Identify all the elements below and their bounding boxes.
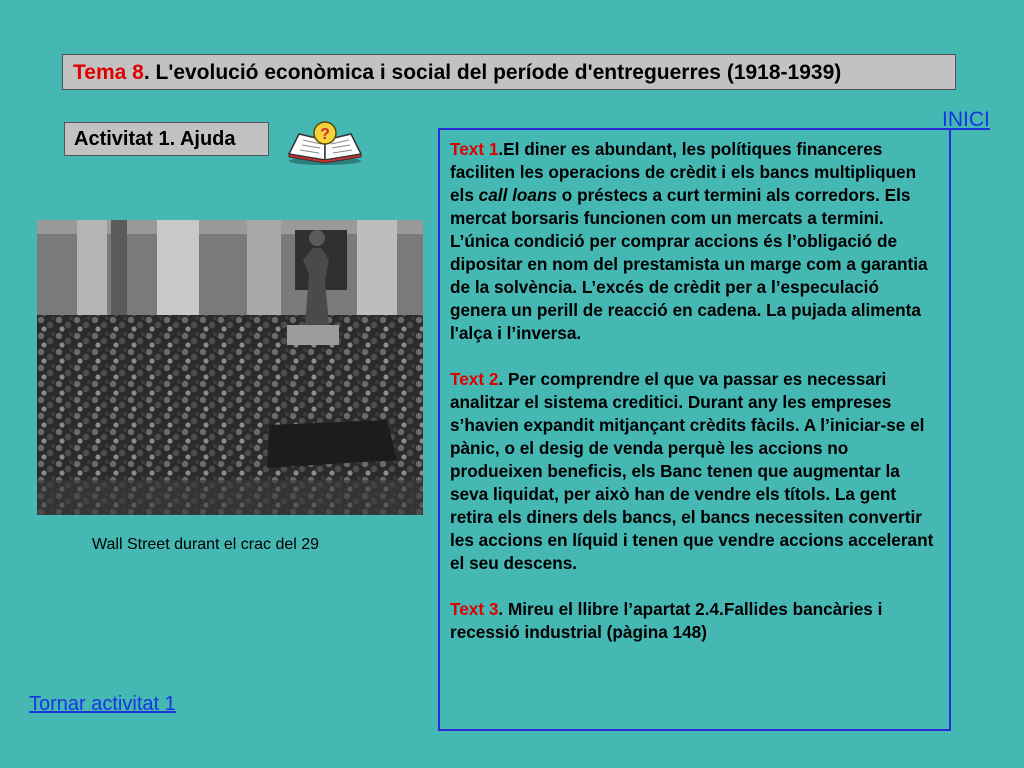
- tornar-activitat-link[interactable]: Tornar activitat 1: [29, 693, 176, 715]
- text-3-label: Text 3: [450, 599, 499, 619]
- texts-panel: [438, 128, 951, 731]
- wall-street-photo: [37, 220, 423, 515]
- call-loans-term: call loans: [478, 185, 558, 205]
- text-2: Text 2. Per comprendre el que va passar es necessari analitzar el sistema creditici. Durant any les empreses s’havien expandit mitjançant crèdits fàcils. A l’iniciar-se el pànic, o el desig de venda perquè les accions no produeixen beneficis, els Banc tenen que augmentar la seva liquidat, per això han de vendre els títols. La gent retira els diners dels bancs, el bancs necessiten convertir les accions en líquid i tenen que vendre accions accelerant el seu descens.: [450, 369, 934, 573]
- page-title: [62, 54, 956, 90]
- text-1-label: Text 1: [450, 139, 499, 159]
- svg-text:?: ?: [320, 126, 330, 143]
- inici-link[interactable]: INICI: [942, 108, 990, 131]
- text-2-label: Text 2: [450, 369, 499, 389]
- title-text: . L'evolució econòmica i social del període d'entreguerres (1918-1939): [143, 61, 842, 84]
- title-topic: Tema 8: [73, 61, 144, 84]
- text-1: Text 1.El diner es abundant, les polítiques financeres faciliten les operacions de crèdit i els bancs multipliquen els call loans o préstecs a curt termini als corredors. Els mercat borsaris funcionen com un mercats a termini. L’única condició per comprar accions és l’obligació de dipositar en nom del prestamista un marge com a garantia de la solvència. L’excés de crèdit per a l’especulació genera un perill de reacció en cadena. La pujada alimenta l'alça i l’inversa.: [450, 139, 928, 343]
- activity-label: Activitat 1. Ajuda: [64, 122, 269, 156]
- photo-caption: Wall Street durant el crac del 29: [92, 536, 320, 553]
- help-book-icon[interactable]: [285, 120, 367, 173]
- text-3: Text 3. Mireu el llibre l’apartat 2.4.Fallides bancàries i recessió industrial (pàgina 148): [450, 599, 883, 642]
